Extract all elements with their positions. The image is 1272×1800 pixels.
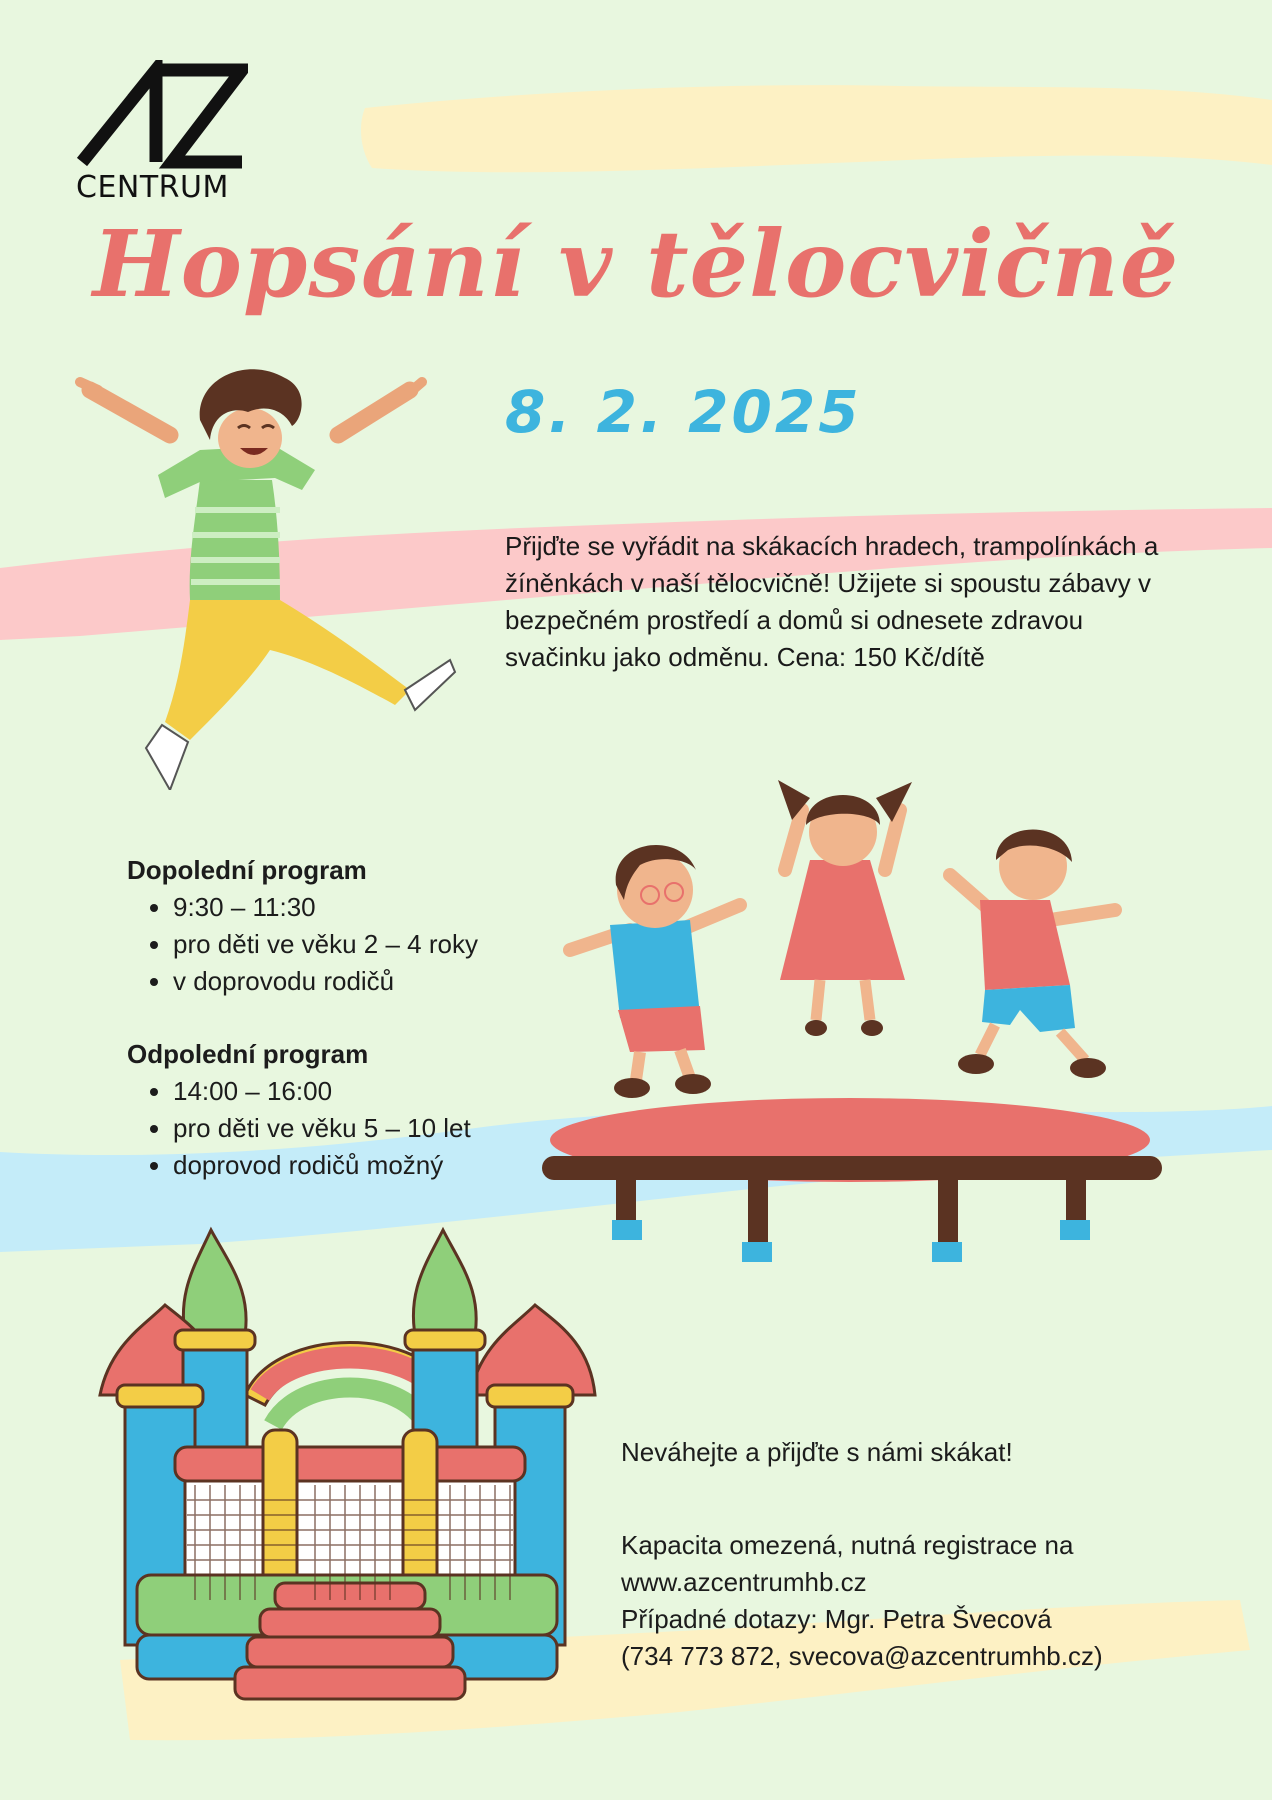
- trampoline-kids-illustration: [540, 770, 1180, 1270]
- website-link[interactable]: www.azcentrumhb.cz: [621, 1567, 867, 1597]
- morning-program-heading: Dopolední program: [127, 855, 367, 885]
- jumping-boy-illustration: [70, 360, 460, 790]
- event-date: 8. 2. 2025: [505, 378, 862, 446]
- list-item: • 9:30 – 11:30: [173, 889, 597, 926]
- list-item: • 14:00 – 16:00: [173, 1073, 597, 1110]
- list-item: • pro děti ve věku 5 – 10 let: [173, 1110, 597, 1147]
- list-item: • pro děti ve věku 2 – 4 roky: [173, 926, 597, 963]
- logo-text: CENTRUM: [76, 170, 229, 205]
- yellow-brush-top: [361, 85, 1272, 172]
- afternoon-program-list: [127, 1073, 597, 1184]
- afternoon-program: [127, 1036, 597, 1184]
- contact-details: (734 773 872, svecova@azcentrumhb.cz): [621, 1641, 1103, 1671]
- bouncy-castle-illustration: [95, 1225, 605, 1715]
- morning-program-list: [127, 889, 597, 1000]
- list-item: • v doprovodu rodičů: [173, 963, 597, 1000]
- contact-person: Případné dotazy: Mgr. Petra Švecová: [621, 1604, 1052, 1634]
- list-item: • doprovod rodičů možný: [173, 1147, 597, 1184]
- footer-info: [621, 1434, 1221, 1675]
- intro-paragraph: Přijďte se vyřádit na skákacích hradech, trampolínkách a žíněnkách v naší tělocvičně! Užijete si spoustu zábavy v bezpečném prostředí a domů si odnesete zdravou svačinku jako odměnu. Cena: 150 Kč/dítě: [505, 531, 1159, 672]
- invite-text: Neváhejte a přijďte s námi skákat!: [621, 1437, 1013, 1467]
- page-title: Hopsání v tělocvičně: [92, 210, 1180, 318]
- az-logo-icon: [76, 60, 248, 170]
- capacity-text: Kapacita omezená, nutná registrace na: [621, 1530, 1074, 1560]
- morning-program: [127, 852, 597, 1000]
- afternoon-program-heading: Odpolední program: [127, 1039, 369, 1069]
